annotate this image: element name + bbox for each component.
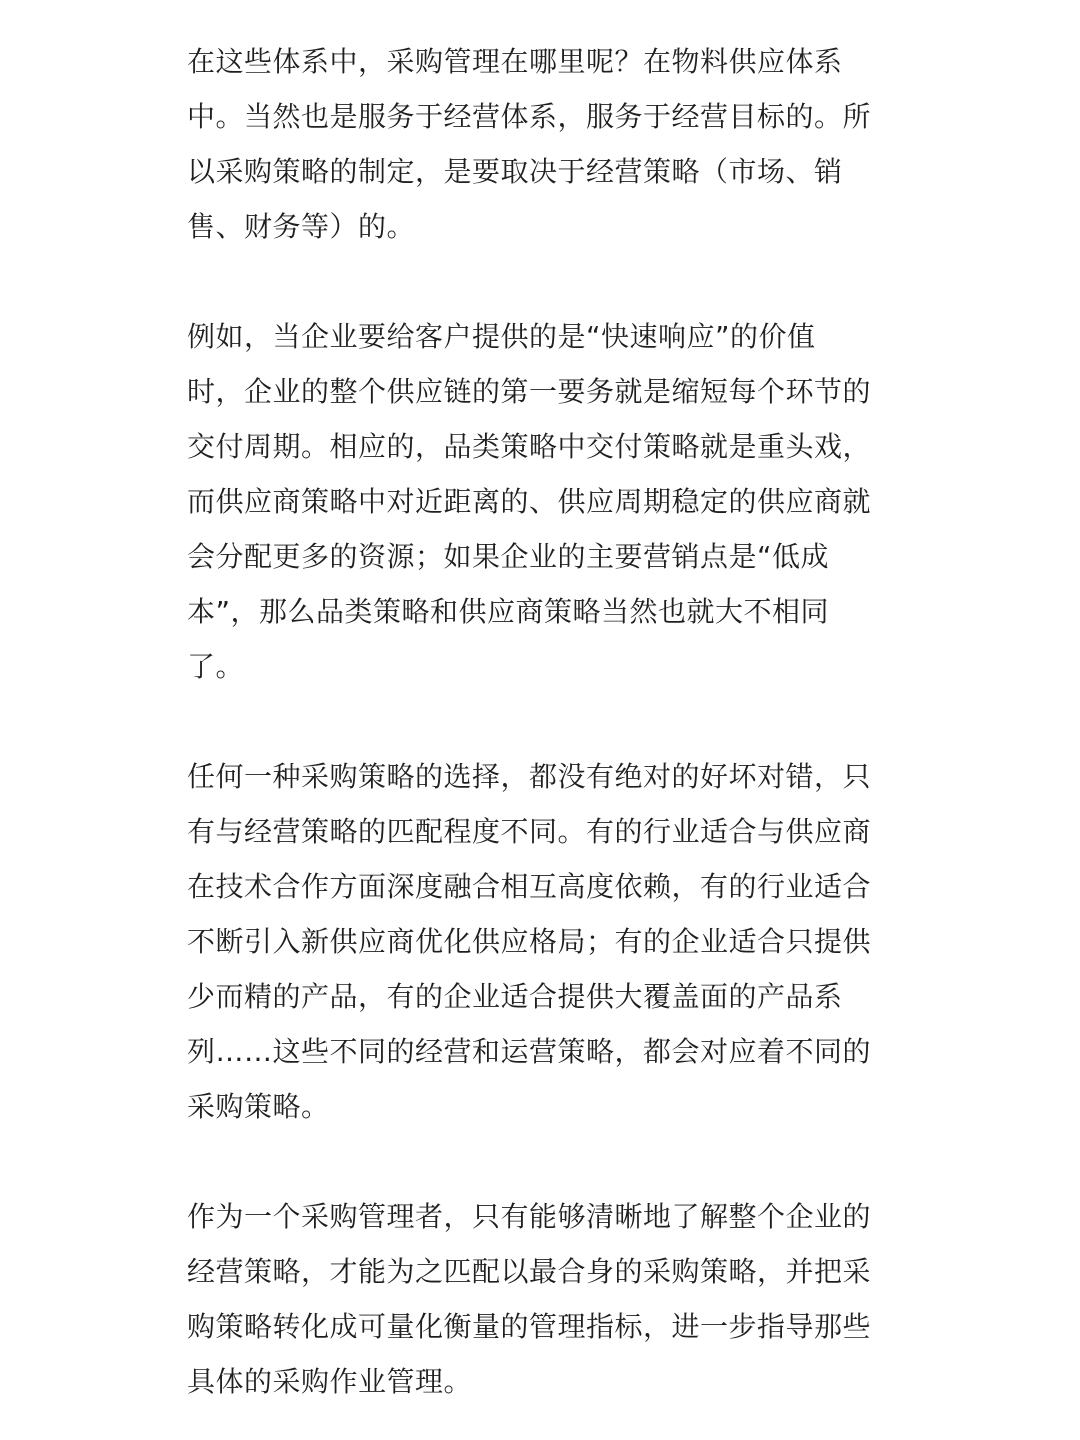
text-line: 中。当然也是服务于经营体系，服务于经营目标的。所 <box>187 100 872 133</box>
text-line: 而供应商策略中对近距离的、供应周期稳定的供应商就 <box>187 485 872 518</box>
text-line: 经营策略，才能为之匹配以最合身的采购策略，并把采 <box>187 1255 872 1288</box>
text-line: 以采购策略的制定，是要取决于经营策略（市场、销 <box>187 155 843 188</box>
text-line: 售、财务等）的。 <box>187 210 416 243</box>
text-line: 在这些体系中，采购管理在哪里呢？在物料供应体系 <box>187 45 843 78</box>
paragraph-4 <box>187 1189 893 1409</box>
text-line: 时，企业的整个供应链的第一要务就是缩短每个环节的 <box>187 375 872 408</box>
text-line: 会分配更多的资源；如果企业的主要营销点是“低成 <box>187 540 830 573</box>
text-line: 了。 <box>187 650 245 683</box>
paragraph-3 <box>187 749 893 1134</box>
paragraph-2 <box>187 309 893 694</box>
text-line: 在技术合作方面深度融合相互高度依赖，有的行业适合 <box>187 870 872 903</box>
text-line: 交付周期。相应的，品类策略中交付策略就是重头戏， <box>187 430 872 463</box>
text-line: 本”，那么品类策略和供应商策略当然也就大不相同 <box>187 595 830 628</box>
text-line: 有与经营策略的匹配程度不同。有的行业适合与供应商 <box>187 815 872 848</box>
paragraph-1 <box>187 34 893 254</box>
text-line: 任何一种采购策略的选择，都没有绝对的好坏对错，只 <box>187 760 872 793</box>
article-body <box>187 34 893 1409</box>
text-line: 作为一个采购管理者，只有能够清晰地了解整个企业的 <box>187 1200 872 1233</box>
text-line: 少而精的产品，有的企业适合提供大覆盖面的产品系 <box>187 980 843 1013</box>
text-line: 例如，当企业要给客户提供的是“快速响应”的价值 <box>187 320 816 353</box>
text-line: 不断引入新供应商优化供应格局；有的企业适合只提供 <box>187 925 872 958</box>
text-line: 具体的采购作业管理。 <box>187 1365 473 1398</box>
text-line: 购策略转化成可量化衡量的管理指标，进一步指导那些 <box>187 1310 872 1343</box>
text-line: 采购策略。 <box>187 1090 330 1123</box>
text-line: 列……这些不同的经营和运营策略，都会对应着不同的 <box>187 1035 872 1068</box>
